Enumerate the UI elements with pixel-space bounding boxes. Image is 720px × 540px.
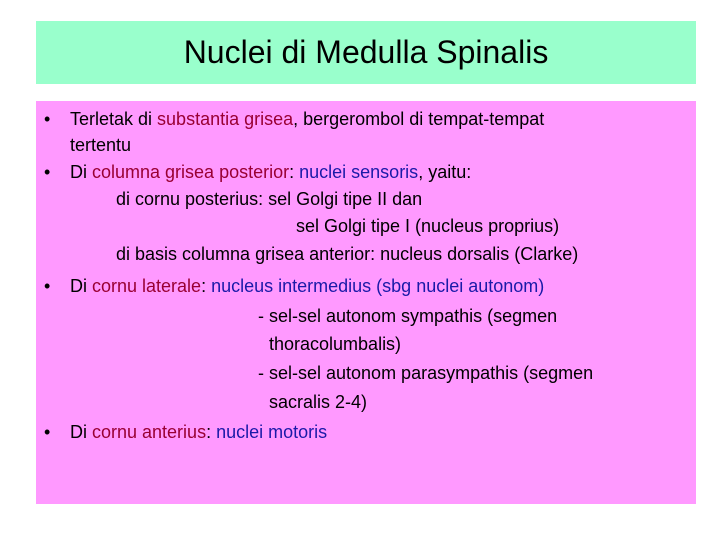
bullet-1-line-1: Terletak di substantia grisea, bergerombol di tempat-tempat	[70, 109, 545, 129]
bullet-2-line-1: Di columna grisea posterior: nuclei sensoris, yaitu:	[70, 162, 472, 182]
slide-title: Nuclei di Medulla Spinalis	[183, 34, 549, 70]
term-substantia-grisea: substantia grisea	[157, 109, 294, 129]
bullet-4-icon: •	[44, 422, 51, 442]
bullet-2-line-4: di basis columna grisea anterior: nucleus dorsalis (Clarke)	[116, 244, 579, 264]
bullet-3-line-5: sacralis 2-4)	[269, 392, 368, 412]
term-columna-grisea-posterior: columna grisea posterior	[92, 162, 290, 182]
term-cornu-laterale: cornu laterale	[92, 276, 202, 296]
bullet-2-icon: •	[44, 162, 51, 182]
bullet-2-line-3: sel Golgi tipe I (nucleus proprius)	[296, 216, 560, 236]
content-box	[36, 101, 696, 504]
term-cornu-anterius: cornu anterius	[92, 422, 207, 442]
title-box	[36, 21, 696, 84]
term-nuclei-sensoris: nuclei sensoris	[299, 162, 419, 182]
bullet-1-icon: •	[44, 109, 51, 129]
bullet-3-line-2: - sel-sel autonom sympathis (segmen	[258, 306, 558, 326]
bullet-3-line-1: Di cornu laterale: nucleus intermedius (sbg nuclei autonom)	[70, 276, 545, 296]
term-nuclei-motoris: nuclei motoris	[216, 422, 328, 442]
bullet-2-line-2: di cornu posterius: sel Golgi tipe II dan	[116, 189, 423, 209]
bullet-4-line-1: Di cornu anterius: nuclei motoris	[70, 422, 328, 442]
term-nucleus-intermedius: nucleus intermedius (sbg nuclei autonom)	[211, 276, 545, 296]
bullet-3-line-3: thoracolumbalis)	[269, 334, 402, 354]
bullet-3-line-4: - sel-sel autonom parasympathis (segmen	[258, 363, 594, 383]
bullet-3-icon: •	[44, 276, 51, 296]
bullet-1-line-2: tertentu	[70, 135, 132, 155]
